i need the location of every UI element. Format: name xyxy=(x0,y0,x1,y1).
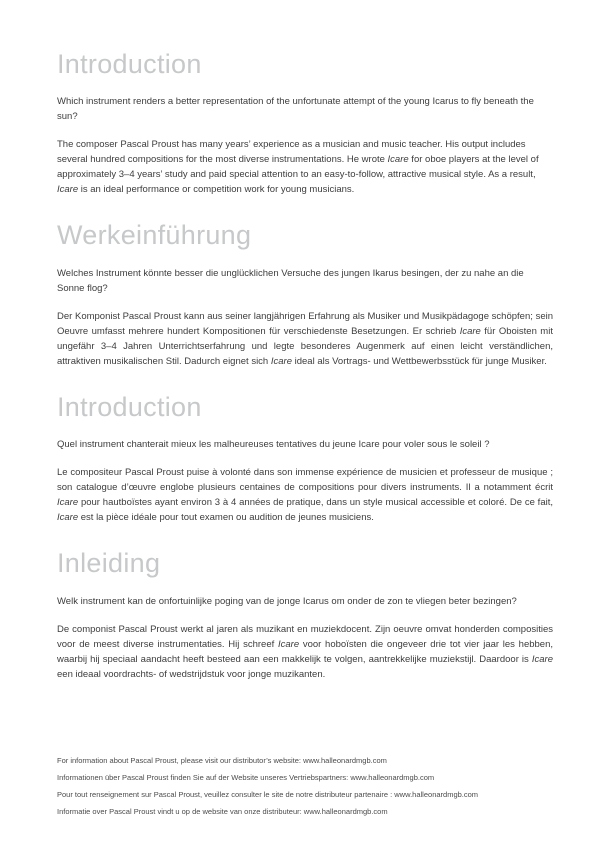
paragraph-english-1: Which instrument renders a better representation of the unfortunate attempt of the young Icarus to fly beneath the sun? xyxy=(57,96,534,123)
section-dutch xyxy=(57,547,553,681)
paragraph-dutch-1: Welk instrument kan de onfortuinlijke poging van de jonge Icarus om onder de zon te vliegen beter bezingen? xyxy=(57,595,517,607)
paragraph-dutch-2: De componist Pascal Proust werkt al jaren als muzikant en muziekdocent. Zijn oeuvre omvat honderden composities voor de meest diverse instrumentaties. Hij schreef Icare voor hoboïsten die ongeveer drie tot vier jaar les hebben, waarbij hij speciaal aandacht heeft besteed aan een makkelijk te volgen, aantrekkelijke muziekstijl. Daardoor is Icare een ideaal voordrachts- of wedstrijdstuk voor jonge muzikanten. xyxy=(57,623,553,680)
footer-line-french: Pour tout renseignement sur Pascal Proust, veuillez consulter le site de notre distributeur partenaire : www.halleonardmgb.com xyxy=(57,790,479,799)
footer-line-german: Informationen über Pascal Proust finden Sie auf der Website unseres Vertriebspartners: www.halleonardmgb.com xyxy=(57,773,435,782)
distributor-footer xyxy=(57,756,553,816)
paragraph-german-2: Der Komponist Pascal Proust kann aus seiner langjährigen Erfahrung als Musiker und Musikpädagoge schöpfen; sein Oeuvre umfasst mehrere hundert Kompositionen für verschiedenste Besetzungen. Er schrieb Icare für Oboisten mit ungefähr 3–4 Jahren Unterrichtserfahrung und legte besonderes Augenmerk auf einen leicht verständlichen, attraktiven musikalischen Stil. Dadurch eignet sich Icare ideal als Vortrags- und Wettbewerbsstück für junge Musiker. xyxy=(57,310,553,367)
paragraph-french-2: Le compositeur Pascal Proust puise à volonté dans son immense expérience de musicien et professeur de musique ; son catalogue d’œuvre englobe plusieurs centaines de compositions pour divers instruments. Il a notamment écrit Icare pour hautboïstes ayant environ 3 à 4 années de pratique, dans un style musical accessible et coloré. De ce fait, Icare est la pièce idéale pour tout examen ou audition de jeunes musiciens. xyxy=(57,467,553,524)
heading-werkeinfuehrung-german: Werkeinführung xyxy=(57,220,252,251)
footer-line-dutch: Informatie over Pascal Proust vindt u op de website van onze distributeur: www.halleonardmgb.com xyxy=(57,807,388,816)
paragraph-french-1: Quel instrument chanterait mieux les malheureuses tentatives du jeune Icare pour voler sous le soleil ? xyxy=(57,439,490,451)
section-french xyxy=(57,391,553,525)
heading-introduction-french: Introduction xyxy=(57,391,202,422)
heading-introduction-english: Introduction xyxy=(57,49,202,79)
section-english xyxy=(57,48,553,197)
section-german xyxy=(57,219,553,368)
heading-inleiding-dutch: Inleiding xyxy=(57,548,161,579)
paragraph-english-2: The composer Pascal Proust has many years’ experience as a musician and music teacher. His output includes several hundred compositions for the most diverse instrumentations. He wrote Icare for oboe players at the level of approximately 3–4 years’ study and paid special attention to an easy-to-follow, attractive musical style. As a result, Icare is an ideal performance or competition work for young musicians. xyxy=(57,139,539,196)
footer-line-english: For information about Pascal Proust, please visit our distributor’s website: www.halleonardmgb.com xyxy=(57,756,387,765)
paragraph-german-1: Welches Instrument könnte besser die unglücklichen Versuche des jungen Ikarus besingen, der zu nahe an die Sonne flog? xyxy=(57,267,524,294)
